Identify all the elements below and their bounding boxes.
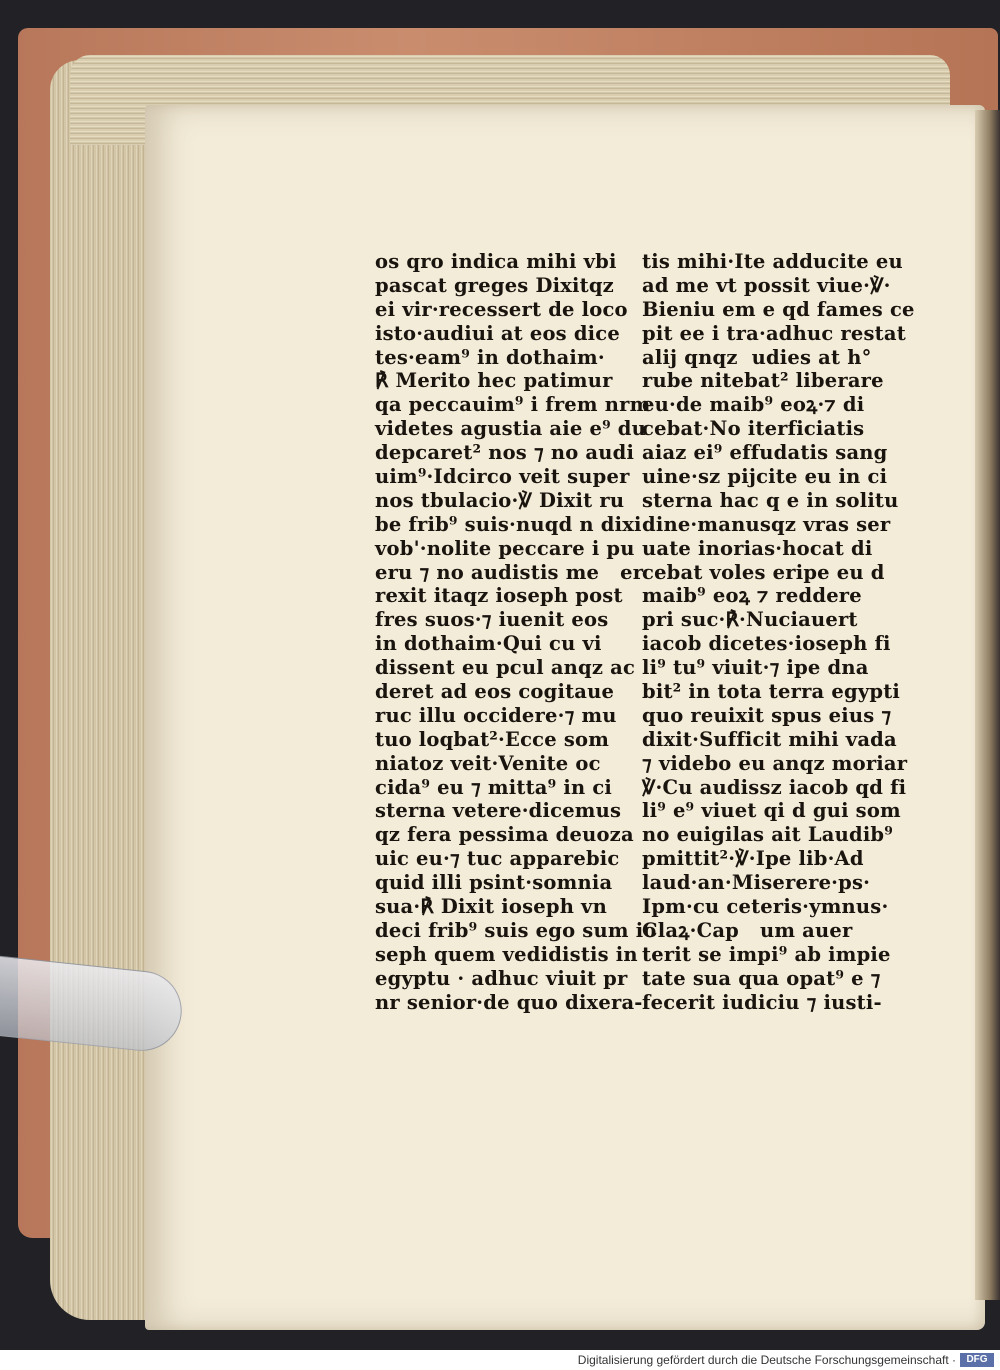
text-line: dissent eu pcul anqz ac (375, 656, 636, 680)
text-line: Ipm·cu ceteris·ymnus· (642, 895, 889, 919)
text-line: iacob dicetes·ioseph fi (642, 632, 891, 656)
text-line: ⁊ videbo eu anqz moriar (642, 751, 908, 775)
text-line: in dothaim·Qui cu vi (375, 632, 602, 656)
text-line: rube nitebat² liberare (642, 369, 884, 393)
text-line: eru ⁊ no audistis me er (375, 560, 644, 584)
footer-bar (0, 1350, 1000, 1370)
text-line: niatoz veit·Venite oc (375, 751, 601, 775)
text-line: deci frib⁹ suis ego sum io (375, 918, 657, 942)
text-line: uim⁹·Idcirco veit super (375, 465, 630, 489)
text-line: tuo loqbat²·Ecce som (375, 727, 610, 751)
text-line: ℟ Merito hec patimur (375, 369, 613, 393)
text-line: seph quem vedidistis in (375, 942, 638, 966)
text-line: pit ee i tra·adhuc restat (642, 321, 906, 345)
text-line: alij qnqz udies at h° (642, 345, 872, 369)
text-line: aiaz ei⁹ effudatis sang (642, 441, 888, 465)
text-line: tis mihi·Ite adducite eu (642, 250, 903, 273)
text-line: uate inorias·hocat di (642, 536, 873, 560)
text-line: Claꝝ·Cap um auer (642, 918, 853, 942)
text-line: ruc illu occidere·⁊ mu (375, 703, 617, 727)
text-line: terit se impi⁹ ab impie (642, 942, 891, 966)
text-line: dine·manusqz vras ser (642, 512, 891, 536)
text-line: videtes agustia aie e⁹ du (375, 417, 647, 441)
text-line: sua·℟ Dixit ioseph vn (375, 895, 607, 919)
text-line: deret ad eos cogitaue (375, 680, 615, 704)
text-line: uine·sz pijcite eu in ci (642, 465, 888, 489)
text-line: li⁹ tu⁹ viuit·⁊ ipe dna (642, 656, 869, 680)
text-line: depcaret² nos ⁊ no audi (375, 441, 635, 465)
text-line: ei vir·recesser͏t de loco (375, 297, 628, 321)
text-line: li⁹ e⁹ viuet qi d gui som (642, 799, 901, 823)
text-line: maib⁹ eoꝝ ⁊ reddere (642, 584, 862, 608)
text-line: sterna hac q e in solitu (642, 488, 899, 512)
text-line: cida⁹ eu ⁊ mitta⁹ in ci (375, 775, 613, 799)
text-line: cebat·No iterficiatis (642, 417, 865, 441)
text-line: dixit·Sufficit mihi vada (642, 727, 897, 751)
text-line: no euigilas ait Laudib⁹ (642, 823, 893, 847)
text-line: tes·eam⁹ in dothaim· (375, 345, 605, 369)
text-line: ad me vt possit viue·℣· (642, 273, 891, 297)
text-line: egyptu · adhuc viuit pr (375, 966, 628, 990)
text-line: os qro indica mihi vbi (375, 250, 617, 273)
text-line: pri suc·℟·Nuciauert (642, 608, 858, 632)
text-line: rexit itaqz ioseph post (375, 584, 623, 608)
text-line: bit² in tota terra egypti (642, 680, 901, 704)
text-line: qz fera pessima deuoza (375, 823, 634, 847)
text-line: uic eu·⁊ tuc apparebic (375, 847, 620, 871)
text-line: eu·de maib⁹ eoꝝ·⁊ di (642, 393, 865, 417)
text-line: quid illi psint·somnia (375, 871, 613, 895)
text-line: isto·audiui at eos dice (375, 321, 620, 345)
text-line: pascat greges Dixitqz (375, 273, 614, 297)
footer-credit: Digitalisierung gefördert durch die Deutsche Forschungsgemeinschaft · (577, 1353, 956, 1367)
dfg-logo: DFG (960, 1353, 994, 1367)
text-line: nos tbulacio·℣ Dixit ru (375, 488, 625, 512)
text-line: be frib⁹ suis·nuqd n dixi (375, 512, 642, 536)
text-line: qa peccauim⁹ i frem nrm (375, 393, 651, 417)
text-column-right (642, 250, 915, 1015)
text-line: laud·an·Miserere·ps· (642, 871, 871, 895)
text-line: nr senior·de quo dixera- (375, 990, 643, 1014)
text-line: quo reuixit spus eius ⁊ (642, 703, 892, 727)
page-edge-right (975, 110, 1000, 1300)
text-line: ℣·Cu audissz iacob qd fi (642, 775, 907, 799)
text-line: fres suos·⁊ iuenit eos (375, 608, 609, 632)
text-line: cebat voles eripe eu d (642, 560, 885, 584)
text-line: fecerit iudiciu ⁊ iusti- (642, 990, 882, 1014)
text-line: tate sua qua opat⁹ e ⁊ (642, 966, 881, 990)
text-line: sterna vetere·dicemus (375, 799, 622, 823)
text-column-left (375, 250, 657, 1015)
text-line: vob'·nolite peccare i pu (375, 536, 635, 560)
text-line: Bieniu em e qd fames ce (642, 297, 915, 321)
text-line: pmittit²·℣·Ipe lib·Ad (642, 847, 864, 871)
